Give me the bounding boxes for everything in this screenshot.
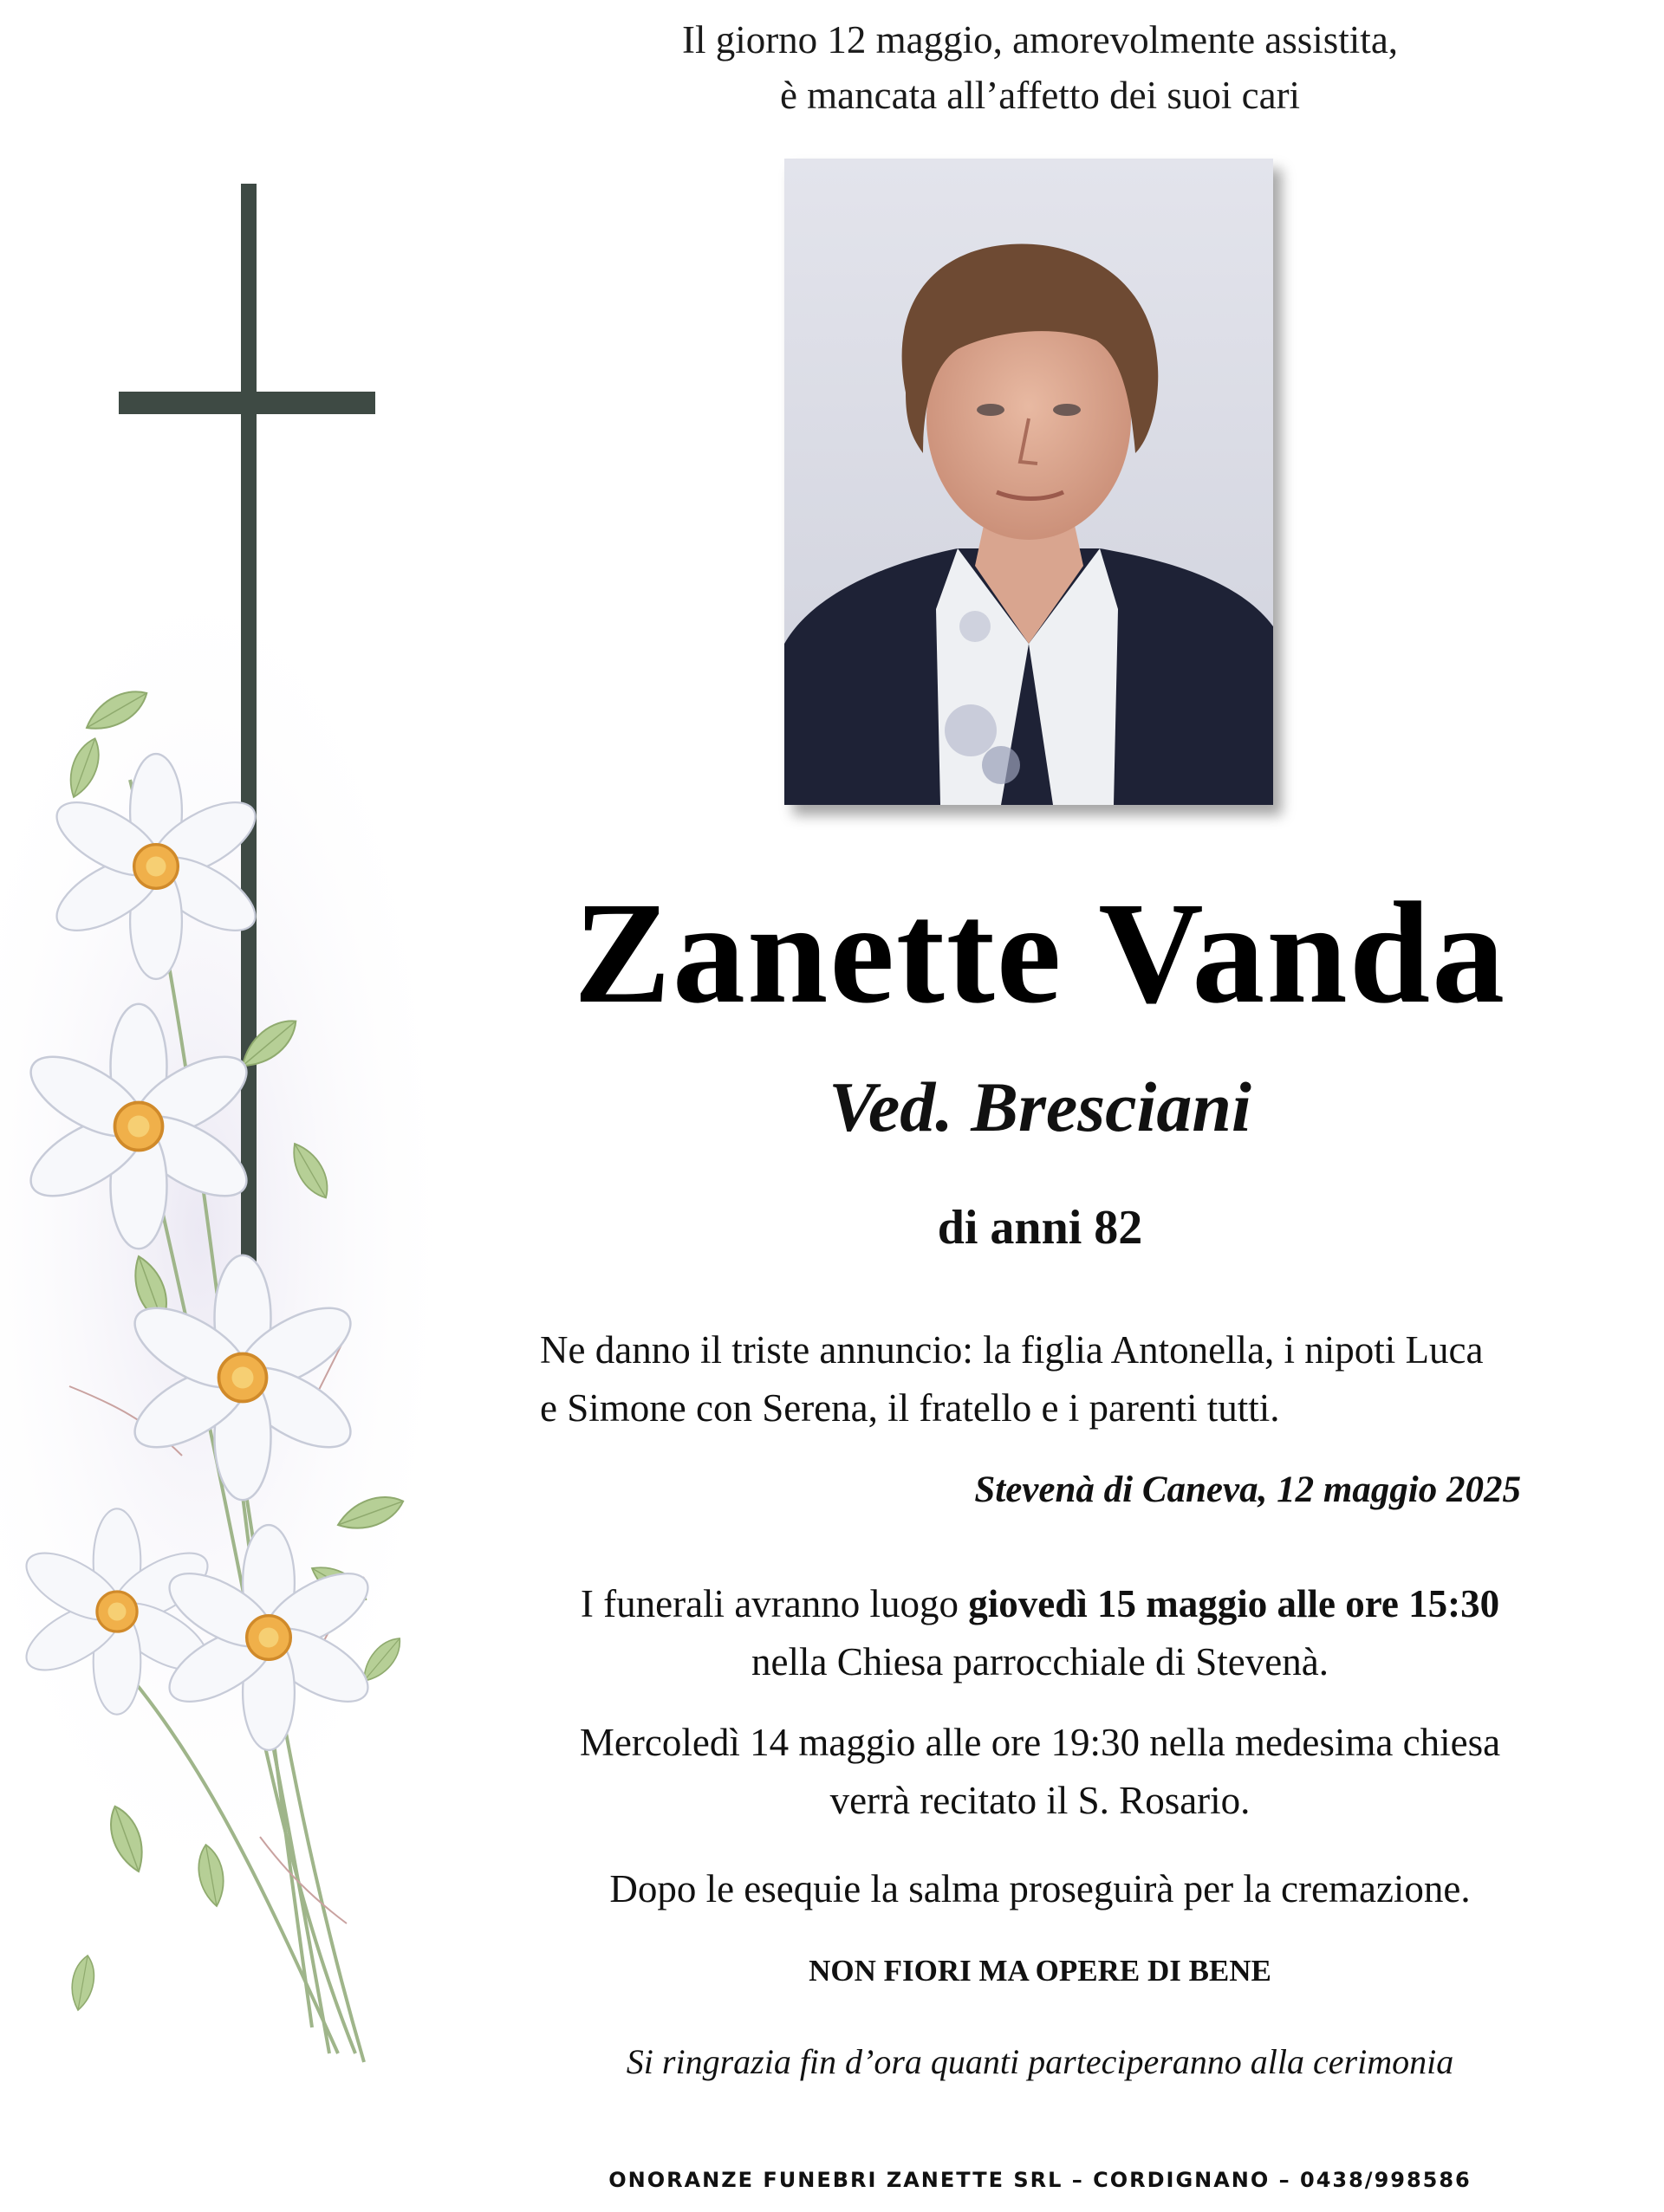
announcement-line-1: Ne danno il triste annuncio: la figlia Antonella, i nipoti Luca bbox=[540, 1328, 1484, 1372]
funeral-info bbox=[537, 1575, 1543, 1691]
announcement bbox=[540, 1321, 1545, 1437]
funeral-line-1 bbox=[537, 1575, 1543, 1633]
married-name: Ved. Bresciani bbox=[829, 1067, 1251, 1146]
age: di anni 82 bbox=[937, 1201, 1143, 1255]
intro-line-1: Il giorno 12 maggio, amorevolmente assistita, bbox=[681, 18, 1399, 62]
deceased-name: Zanette Vanda bbox=[573, 872, 1507, 1034]
rosary-line-2: verrà recitato il S. Rosario. bbox=[829, 1779, 1251, 1822]
cremation-info: Dopo le esequie la salma proseguirà per la cremazione. bbox=[609, 1867, 1471, 1910]
cross-flowers-decoration bbox=[0, 104, 520, 2097]
thanks-text: Si ringrazia fin d’ora quanti parteciperanno alla cerimonia bbox=[626, 2042, 1454, 2081]
funeral-datetime: giovedì 15 maggio alle ore 15:30 bbox=[968, 1582, 1500, 1625]
funeral-prefix: I funerali avranno luogo bbox=[580, 1582, 969, 1625]
cross-horizontal bbox=[119, 392, 375, 414]
intro-text bbox=[537, 12, 1543, 123]
intro-line-2: è mancata all’affetto dei suoi cari bbox=[779, 74, 1301, 117]
portrait-photo bbox=[784, 159, 1273, 805]
rosary-line-1: Mercoledì 14 maggio alle ore 19:30 nella medesima chiesa bbox=[579, 1721, 1501, 1764]
no-flowers-notice: NON FIORI MA OPERE DI BENE bbox=[809, 1954, 1271, 1988]
place-date: Stevenà di Caneva, 12 maggio 2025 bbox=[974, 1469, 1521, 1510]
rosary-info bbox=[537, 1714, 1543, 1830]
funeral-line-2: nella Chiesa parrocchiale di Stevenà. bbox=[751, 1640, 1329, 1683]
funeral-home-footer: ONORANZE FUNEBRI ZANETTE SRL – CORDIGNANO – 0438/998586 bbox=[608, 2168, 1472, 2192]
announcement-line-2: e Simone con Serena, il fratello e i parenti tutti. bbox=[540, 1386, 1280, 1430]
